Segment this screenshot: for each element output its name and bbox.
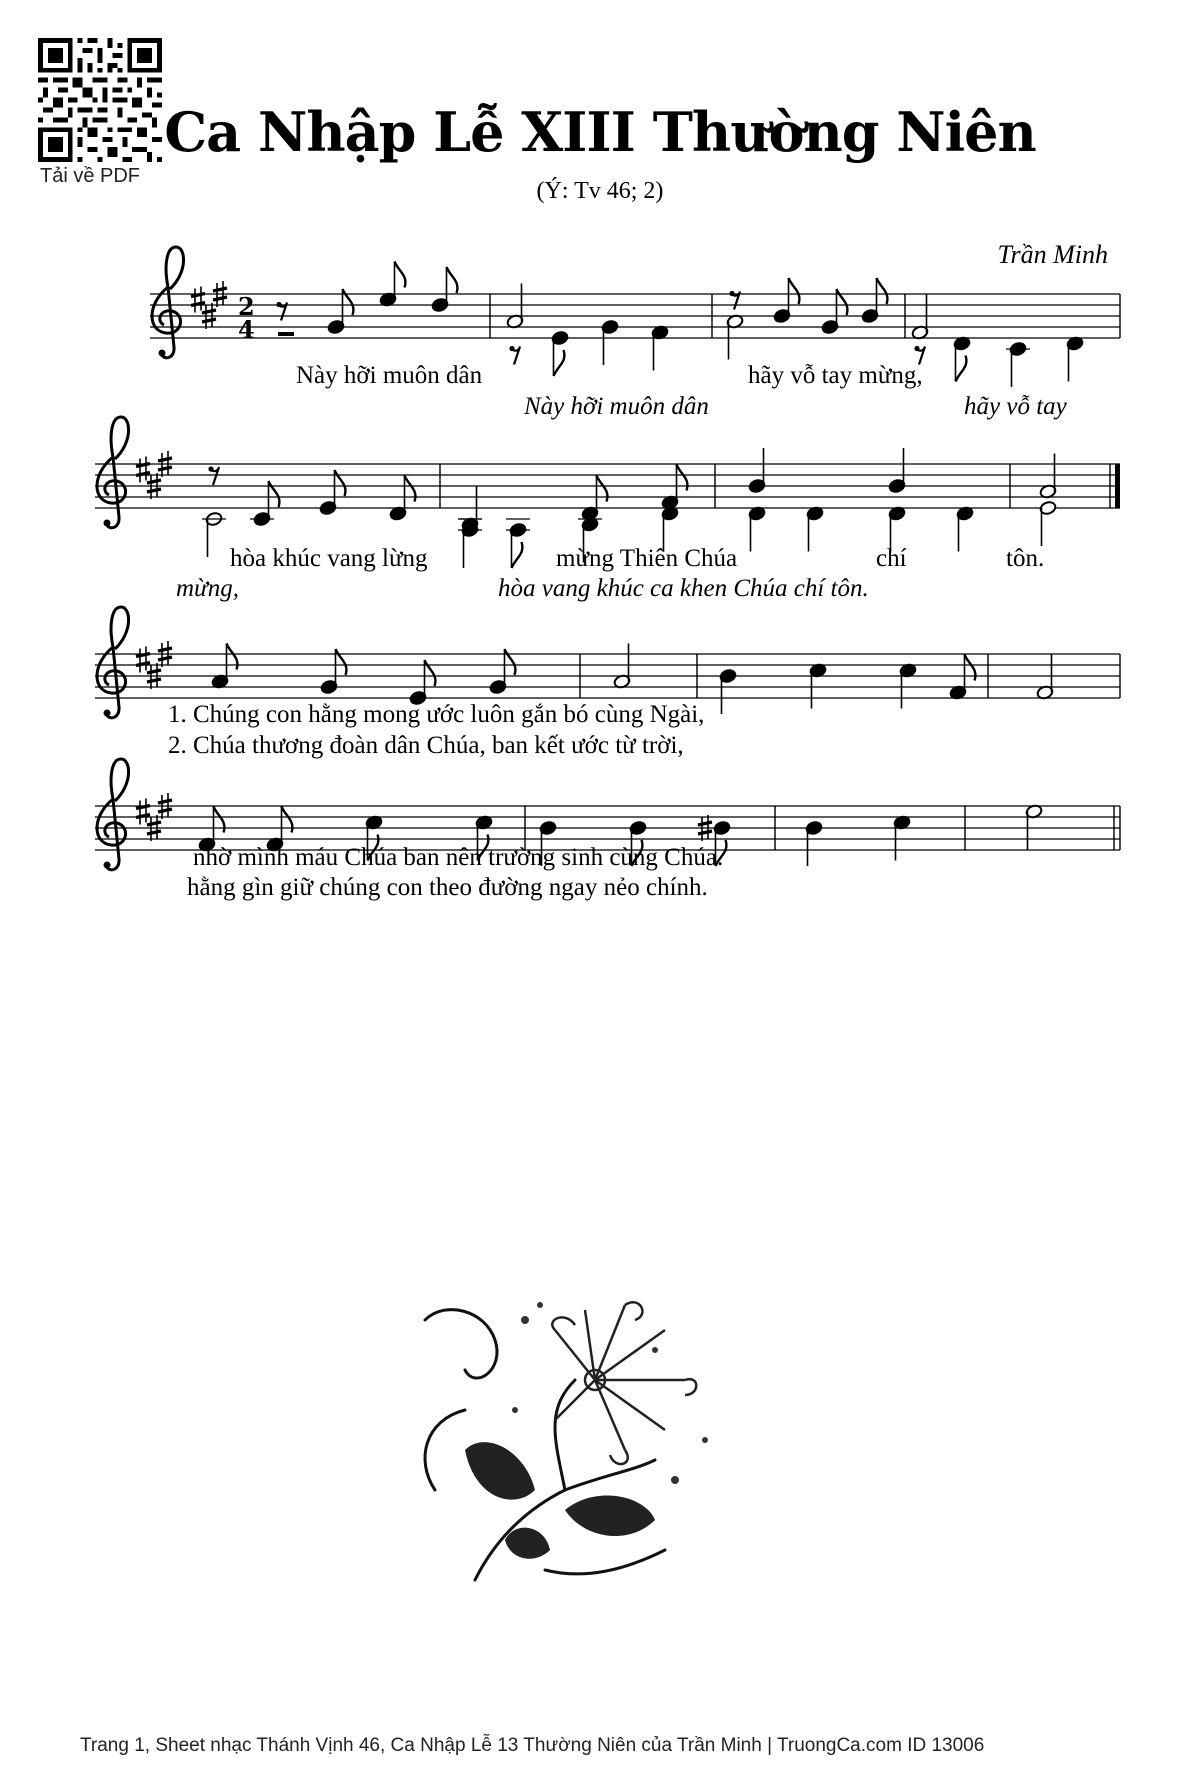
lyric-line: hằng gìn giữ chúng con theo đường ngay nẻo chính.: [187, 874, 708, 901]
key-sharp: [136, 799, 150, 825]
treble-clef: [97, 759, 129, 870]
note: [319, 470, 345, 516]
note: [888, 448, 906, 494]
note: [389, 476, 415, 522]
note: [719, 668, 737, 714]
note: [506, 284, 524, 330]
lyric-line: 1. Chúng con hằng mong ước luôn gắn bó cùng Ngài,: [168, 701, 705, 728]
final-bar-line: [1115, 464, 1120, 508]
lyric-line: hãy vỗ tay: [964, 393, 1067, 420]
note: [861, 278, 887, 324]
note: [1006, 341, 1030, 387]
key-sharp: [191, 287, 205, 313]
flower-illustration: [405, 1290, 745, 1600]
lyric-line: nhờ mình máu Chúa ban nên trường sinh cùng Chúa.: [193, 844, 724, 871]
note: [202, 511, 226, 557]
treble-clef: [97, 607, 129, 718]
note: [748, 506, 766, 552]
lyric-line: hòa khúc vang lừng: [230, 545, 428, 572]
note: [651, 325, 669, 371]
note: [409, 660, 435, 706]
note: [1039, 454, 1057, 500]
key-sharp: [136, 647, 150, 673]
download-pdf-link[interactable]: Tải về PDF: [40, 165, 141, 187]
rest-dot: [208, 466, 213, 471]
lyric-line: Này hỡi muôn dân: [524, 393, 709, 420]
note: [806, 506, 824, 552]
note: [953, 336, 971, 382]
note: [911, 295, 929, 341]
note: [1066, 336, 1084, 382]
composer-name: Trần Minh: [997, 240, 1108, 269]
note: [949, 655, 975, 701]
note: [809, 663, 827, 709]
note: [250, 481, 279, 527]
lyric-line: mừng,: [176, 575, 239, 602]
note: [726, 314, 744, 360]
note: [748, 448, 766, 494]
rest-dot: [509, 346, 514, 351]
note: [1025, 804, 1043, 850]
rest-dot: [729, 291, 734, 296]
key-sharp: [136, 457, 150, 483]
note: [551, 330, 569, 376]
note: [431, 267, 457, 313]
staff-1: [150, 247, 1120, 358]
note: [379, 262, 405, 308]
time-signature-bottom: 4: [238, 315, 255, 344]
note: [805, 820, 823, 866]
note: [893, 815, 911, 861]
lyric-line: hòa vang khúc ca khen Chúa chí tôn.: [498, 575, 869, 602]
note: [581, 476, 607, 522]
note: [899, 663, 917, 709]
note: [458, 519, 482, 568]
note: [956, 506, 974, 552]
note: [773, 278, 799, 324]
note: [601, 319, 619, 365]
treble-clef: [152, 247, 184, 358]
lyric-line: tôn.: [1006, 545, 1045, 572]
lyric-line: mừng Thiên Chúa: [556, 545, 738, 572]
rest-dot: [276, 302, 281, 307]
note: [320, 649, 346, 695]
lyric-line: 2. Chúa thương đoàn dân Chúa, ban kết ước từ trời,: [168, 732, 684, 759]
note: [1036, 655, 1054, 701]
treble-clef: [97, 417, 129, 528]
time-signature-top: 2: [238, 292, 255, 321]
page-footer: Trang 1, Sheet nhạc Thánh Vịnh 46, Ca Nhập Lễ 13 Thường Niên của Trần Minh | TruongCa.com ID 13006: [80, 1735, 985, 1756]
lyric-line: Này hỡi muôn dân: [296, 362, 483, 389]
note: [613, 644, 631, 690]
note: [1039, 500, 1057, 546]
half-rest: [278, 332, 294, 336]
note: [211, 644, 237, 690]
note: [506, 519, 530, 568]
note: [661, 465, 687, 511]
page-title: Ca Nhập Lễ XIII Thường Niên: [164, 100, 1036, 164]
lyric-line: chí: [876, 545, 907, 572]
lyric-line: hãy vỗ tay mừng,: [748, 362, 923, 389]
note: [327, 289, 353, 335]
note: [821, 289, 847, 335]
note: [489, 649, 515, 695]
rest-dot: [914, 346, 919, 351]
psalm-reference: (Ý: Tv 46; 2): [536, 178, 664, 204]
